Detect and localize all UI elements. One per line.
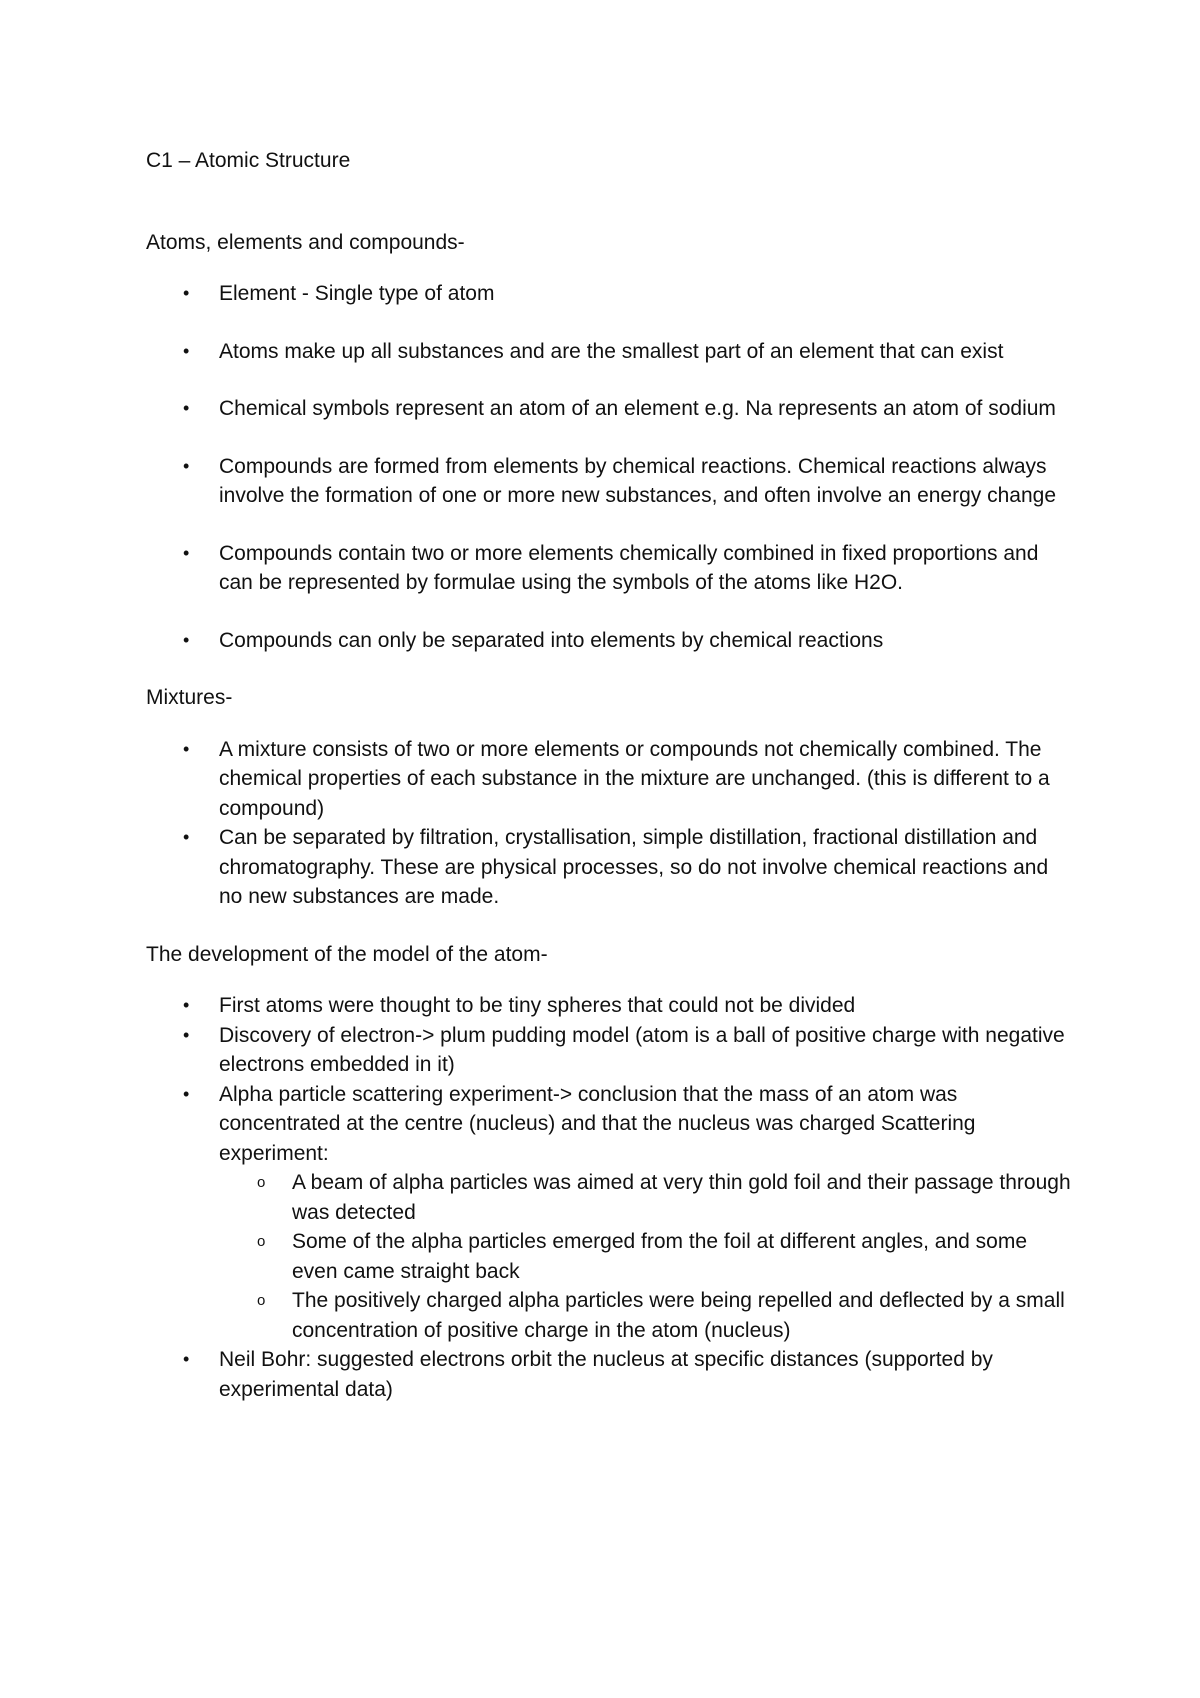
bullet-icon: • <box>183 827 190 847</box>
document-title: C1 – Atomic Structure <box>146 149 351 172</box>
bullet-icon: • <box>183 1083 190 1104</box>
list-item <box>146 452 1076 511</box>
sub-list-item <box>219 1227 1076 1286</box>
section-heading-atoms: Atoms, elements and compounds- <box>146 230 465 254</box>
list-item-text: Neil Bohr: suggested electrons orbit the nucleus at specific distances (supported by experimental data) <box>219 1348 993 1401</box>
sub-list-item <box>219 1286 1076 1345</box>
atoms-list <box>146 279 1076 655</box>
model-list <box>146 991 1076 1404</box>
list-item <box>146 1345 1076 1404</box>
sub-list-item-text: The positively charged alpha particles were being repelled and deflected by a small concentration of positive charge in the atom (nucleus) <box>292 1289 1065 1342</box>
bullet-icon: • <box>183 455 190 476</box>
list-item-text: Element - Single type of atom <box>219 282 495 305</box>
list-item <box>146 1080 1076 1346</box>
section-heading-model: The development of the model of the atom- <box>146 942 548 966</box>
mixtures-list <box>146 735 1076 912</box>
list-item <box>146 991 1076 1021</box>
list-item-text: Alpha particle scattering experiment-> conclusion that the mass of an atom was concentrated at the centre (nucleus) and that the nucleus was charged Scattering experiment: <box>219 1082 976 1165</box>
list-item-text: Chemical symbols represent an atom of an element e.g. Na represents an atom of sodium <box>219 397 1056 420</box>
list-item <box>146 626 1076 656</box>
bullet-icon: • <box>183 283 190 303</box>
bullet-icon: • <box>183 629 190 650</box>
circle-bullet-icon: o <box>257 1174 266 1191</box>
list-item-text: Compounds can only be separated into elements by chemical reactions <box>219 628 884 652</box>
list-item-text: Atoms make up all substances and are the smallest part of an element that can exist <box>219 339 1004 363</box>
bullet-icon: • <box>183 542 190 563</box>
bullet-icon: • <box>183 995 190 1015</box>
section-heading-mixtures: Mixtures- <box>146 686 233 709</box>
list-item-text: A mixture consists of two or more elements or compounds not chemically combined. The chemical properties of each substance in the mixture are unchanged. (this is different to a compound) <box>219 737 1050 820</box>
bullet-icon: • <box>183 398 190 418</box>
list-item-text: First atoms were thought to be tiny spheres that could not be divided <box>219 994 856 1017</box>
circle-bullet-icon: o <box>257 1292 266 1309</box>
list-item <box>146 394 1076 424</box>
list-item-text: Can be separated by filtration, crystallisation, simple distillation, fractional distillation and chromatography. These are physical processes, so do not involve chemical reactions and no new substances are made. <box>219 826 1049 908</box>
bullet-icon: • <box>183 1349 190 1369</box>
bullet-icon: • <box>183 738 190 759</box>
sub-list-item <box>219 1168 1076 1227</box>
bullet-icon: • <box>183 340 190 361</box>
list-item <box>146 823 1076 912</box>
list-item-text: Compounds contain two or more elements chemically combined in fixed proportions and can be represented by formulae using the symbols of the atoms like H2O. <box>219 541 1039 594</box>
list-item <box>146 1021 1076 1080</box>
list-item <box>146 337 1076 367</box>
sub-list-item-text: Some of the alpha particles emerged from the foil at different angles, and some even came straight back <box>292 1230 1028 1283</box>
list-item <box>146 279 1076 309</box>
circle-bullet-icon: o <box>257 1233 266 1250</box>
sub-list-item-text: A beam of alpha particles was aimed at very thin gold foil and their passage through was detected <box>292 1171 1071 1224</box>
list-item <box>146 735 1076 824</box>
list-item-text: Compounds are formed from elements by chemical reactions. Chemical reactions always involve the formation of one or more new substances, and often involve an energy change <box>219 454 1057 507</box>
scattering-sublist <box>219 1168 1076 1345</box>
document-content <box>146 146 1076 1432</box>
list-item <box>146 539 1076 598</box>
list-item-text: Discovery of electron-> plum pudding model (atom is a ball of positive charge with negative electrons embedded in it) <box>219 1023 1065 1076</box>
bullet-icon: • <box>183 1024 190 1045</box>
